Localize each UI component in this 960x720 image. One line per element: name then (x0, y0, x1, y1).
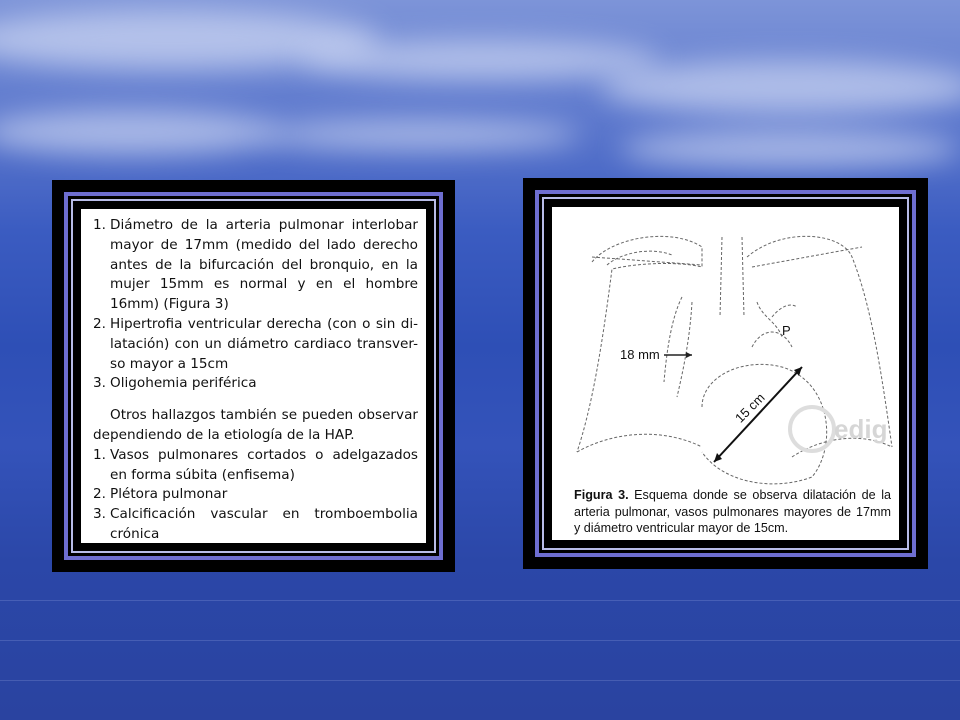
list-text: Diámetro de la arteria pulmonar interlobar mayor de 17mm (medido del lado derecho antes de la bifurcación del bronquio, en la mujer 15mm es normal y en el hombre 16mm) (Figura 3) (110, 217, 418, 313)
text-panel-border (64, 192, 443, 560)
pulmonary-vessel-left (664, 297, 692, 397)
list-number: 2. (93, 315, 106, 332)
pulmonary-vessel-right (757, 302, 797, 337)
cloud (600, 60, 960, 115)
cloud (0, 110, 280, 155)
sea-line (0, 640, 960, 641)
left-apex (607, 251, 672, 265)
label-p: P (782, 323, 791, 338)
list-item (93, 485, 418, 505)
list-text: Plétora pulmonar (110, 486, 228, 503)
sea-line (0, 600, 960, 601)
text-card (78, 206, 429, 546)
diameter-15cm (714, 367, 802, 462)
clavicle-right (752, 247, 862, 267)
list-number: 3. (93, 375, 106, 392)
paragraph: Otros hallazgos también se pueden observar dependiendo de la etiología de la HAP. (93, 407, 418, 443)
label-15cm: 15 cm (732, 389, 768, 426)
cloud (620, 130, 960, 168)
text-panel (52, 180, 455, 572)
figure-caption (574, 487, 891, 537)
diaphragm-left (577, 434, 702, 452)
figure-panel (523, 178, 928, 569)
list-text: Vasos pulmonares cortados o adelgazados en forma súbita (enfisema) (110, 446, 418, 483)
caption-title: Figura 3. (574, 488, 629, 502)
watermark-logo-icon (790, 407, 834, 451)
label-18mm: 18 mm (620, 347, 660, 362)
list-item (93, 446, 418, 486)
list-item (93, 374, 418, 394)
list-number: 2. (93, 486, 106, 503)
list-number: 3. (93, 506, 106, 523)
sea-line (0, 680, 960, 681)
list-item (93, 505, 418, 545)
caption-text: Esquema donde se observa dilatación de la arteria pulmonar, vasos pulmonares mayores de 17mm y diámetro ventricular mayor de 15cm. (574, 488, 892, 535)
arrow-head-icon (686, 352, 692, 358)
chest-xray-sketch (552, 207, 902, 487)
cloud (300, 40, 660, 80)
heart-outline (702, 364, 827, 483)
list-number: 1. (93, 446, 106, 463)
list-text: Oligohemia periférica (110, 375, 257, 392)
figure-card (549, 204, 902, 543)
list-item (93, 315, 418, 374)
left-lung-outline (577, 236, 702, 452)
list-text: Calcificación vascular en tromboembolia crónica (110, 506, 418, 542)
list-number: 1. (93, 217, 106, 233)
list-text: Hipertrofia ventricular derecha (con o sin di-latación) con un diámetro cardiaco transver-so mayor a 15cm (110, 315, 418, 372)
trachea (720, 237, 744, 317)
watermark-text: edig (834, 414, 888, 444)
cloud (260, 120, 580, 150)
figure-panel-border (535, 190, 916, 557)
list-item (93, 216, 418, 315)
